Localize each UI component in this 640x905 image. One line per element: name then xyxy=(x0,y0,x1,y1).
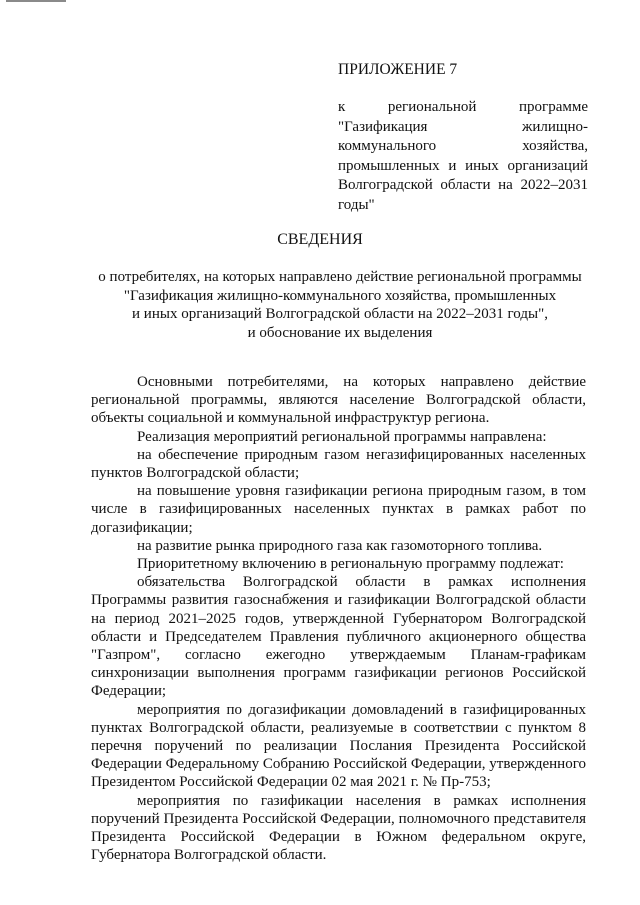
paragraph-directions-intro: Реализация мероприятий региональной программы направлена: xyxy=(137,428,547,445)
subtitle-line-2: "Газификация жилищно-коммунального хозяйства, промышленных xyxy=(123,287,557,304)
document-heading: СВЕДЕНИЯ xyxy=(277,231,363,248)
attachment-title: ПРИЛОЖЕНИЕ 7 xyxy=(338,61,458,78)
paragraph-priority-obligations: обязательства Волгоградской области в рамках исполнения Программы развития газоснабжения и газификации Волгоградской области на период 2021–2025 годов, утвержденной Губернатором Волгоградской области и Председателем Правления публичного акционерного общества "Газпром", согласно ежегодно утверждаемым Планам-графикам синхронизации выполнения программ газификации регионов Российской Федерации; xyxy=(91,574,586,700)
scan-edge-mark xyxy=(6,0,66,2)
paragraph-direction-fuel: на развитие рынка природного газа как газомоторного топлива. xyxy=(137,537,543,554)
paragraph-consumers: Основными потребителями, на которых направлено действие региональной программы, являются население Волгоградской области, объекты социальной и коммунальной инфраструктур региона. xyxy=(91,374,586,427)
subtitle-line-4: и обоснование их выделения xyxy=(247,324,433,341)
paragraph-priority-instructions: мероприятия по газификации населения в рамках исполнения поручений Президента Российской Федерации, полномочного представителя Президента Российской Федерации в Южном федеральном округе, Губернатора Волгоградской области. xyxy=(91,792,586,864)
subtitle-line-3: и иных организаций Волгоградской области на 2022–2031 годы", xyxy=(132,306,548,322)
document-body xyxy=(91,373,586,864)
subtitle-line-1: о потребителях, на которых направлено действие региональной программы xyxy=(98,269,582,285)
attachment-block xyxy=(338,60,588,215)
paragraph-priority-additional-gasification: мероприятия по догазификации домовладений в газифицированных пунктах Волгоградской области, реализуемые в соответствии с пунктом 8 перечня поручений по реализации Послания Президента Российской Федерации Федеральному Собранию Российской Федерации, утвержденного Президентом Российской Федерации 02 мая 2021 г. № Пр-753; xyxy=(91,701,586,791)
attachment-reference: к региональной программе "Газификация жилищно-коммунального хозяйства, промышленных и иных организаций Волгоградской области на 2022–2031 годы" xyxy=(338,99,588,213)
document-subtitle xyxy=(70,268,610,342)
paragraph-direction-level: на повышение уровня газификации региона природным газом, в том числе в газифицированных населенных пунктах в рамках работ по догазификации; xyxy=(91,483,586,536)
paragraph-direction-supply: на обеспечение природным газом негазифицированных населенных пунктов Волгоградской области; xyxy=(91,446,586,482)
paragraph-priority-intro: Приоритетному включению в региональную программу подлежат: xyxy=(137,556,564,573)
